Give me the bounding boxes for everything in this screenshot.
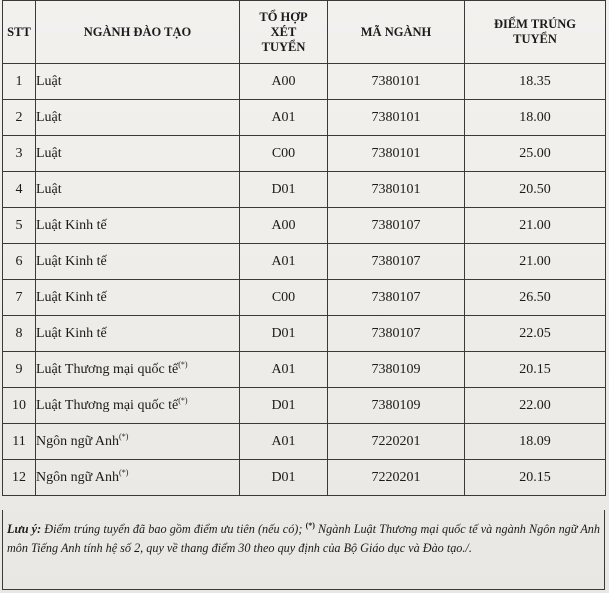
major-name: Ngôn ngữ Anh — [36, 433, 120, 449]
cell-combo: D01 — [240, 316, 328, 352]
footnote-mark: (*) — [305, 521, 315, 530]
cell-major — [36, 280, 240, 316]
cell-stt: 10 — [3, 388, 36, 424]
cell-major — [36, 460, 240, 496]
major-note-mark: (*) — [178, 395, 188, 405]
cell-major — [36, 424, 240, 460]
cell-stt: 2 — [3, 100, 36, 136]
cell-code: 7380101 — [328, 172, 465, 208]
table-header-row — [3, 1, 606, 64]
cell-score: 18.35 — [465, 64, 606, 100]
cell-combo: A01 — [240, 244, 328, 280]
table-row — [3, 280, 606, 316]
cell-major — [36, 100, 240, 136]
cell-major — [36, 388, 240, 424]
cell-stt: 9 — [3, 352, 36, 388]
major-name: Ngôn ngữ Anh — [36, 469, 120, 485]
header-stt: STT — [3, 1, 36, 64]
cell-score: 26.50 — [465, 280, 606, 316]
cell-code: 7380101 — [328, 100, 465, 136]
cell-code: 7380109 — [328, 388, 465, 424]
major-name: Luật — [36, 145, 62, 161]
cell-code: 7380107 — [328, 280, 465, 316]
major-name: Luật Kinh tế — [36, 253, 107, 269]
major-name: Luật Kinh tế — [36, 217, 107, 233]
cell-code: 7380109 — [328, 352, 465, 388]
cell-score: 21.00 — [465, 244, 606, 280]
cell-code: 7380101 — [328, 64, 465, 100]
major-name: Luật Kinh tế — [36, 289, 107, 305]
header-code: MÃ NGÀNH — [328, 1, 465, 64]
table-row — [3, 244, 606, 280]
cell-score: 18.00 — [465, 100, 606, 136]
header-combo — [240, 1, 328, 64]
cell-score: 21.00 — [465, 208, 606, 244]
major-name: Luật Thương mại quốc tế — [36, 361, 179, 377]
cell-combo: C00 — [240, 136, 328, 172]
cell-major — [36, 316, 240, 352]
cell-major — [36, 172, 240, 208]
cell-combo: A00 — [240, 64, 328, 100]
cell-combo: D01 — [240, 388, 328, 424]
footnote-lead: Lưu ý: — [7, 522, 42, 536]
header-score — [465, 1, 606, 64]
cell-major — [36, 352, 240, 388]
cell-major — [36, 136, 240, 172]
cell-stt: 7 — [3, 280, 36, 316]
header-major: NGÀNH ĐÀO TẠO — [36, 1, 240, 64]
table-row — [3, 460, 606, 496]
table-row — [3, 388, 606, 424]
cell-stt: 1 — [3, 64, 36, 100]
cell-stt: 11 — [3, 424, 36, 460]
table-row — [3, 64, 606, 100]
cell-score: 25.00 — [465, 136, 606, 172]
table-row — [3, 208, 606, 244]
cell-score: 22.00 — [465, 388, 606, 424]
footnote-text-1: Điểm trúng tuyển đã bao gồm điểm ưu tiên (nếu có); — [41, 522, 306, 536]
table-row — [3, 172, 606, 208]
table-row — [3, 424, 606, 460]
footnote — [2, 510, 605, 590]
cell-stt: 5 — [3, 208, 36, 244]
cell-major — [36, 64, 240, 100]
major-name: Luật Thương mại quốc tế — [36, 397, 179, 413]
admission-scores-table — [2, 0, 606, 496]
cell-stt: 6 — [3, 244, 36, 280]
cell-code: 7380101 — [328, 136, 465, 172]
cell-combo: A01 — [240, 424, 328, 460]
major-name: Luật — [36, 181, 62, 197]
cell-code: 7220201 — [328, 424, 465, 460]
cell-major — [36, 208, 240, 244]
cell-score: 22.05 — [465, 316, 606, 352]
table-row — [3, 352, 606, 388]
cell-score: 20.15 — [465, 352, 606, 388]
table-body — [3, 64, 606, 496]
cell-code: 7380107 — [328, 208, 465, 244]
header-score-label: ĐIỂM TRÚNG TUYỂN — [493, 17, 577, 46]
cell-combo: A00 — [240, 208, 328, 244]
cell-combo: D01 — [240, 172, 328, 208]
major-name: Luật Kinh tế — [36, 325, 107, 341]
table-row — [3, 316, 606, 352]
cell-score: 18.09 — [465, 424, 606, 460]
cell-code: 7380107 — [328, 244, 465, 280]
cell-combo: A01 — [240, 100, 328, 136]
cell-combo: A01 — [240, 352, 328, 388]
cell-combo: C00 — [240, 280, 328, 316]
cell-combo: D01 — [240, 460, 328, 496]
major-note-mark: (*) — [119, 467, 129, 477]
cell-major — [36, 244, 240, 280]
cell-stt: 3 — [3, 136, 36, 172]
major-name: Luật — [36, 73, 62, 89]
cell-code: 7220201 — [328, 460, 465, 496]
major-note-mark: (*) — [119, 431, 129, 441]
major-note-mark: (*) — [178, 359, 188, 369]
table-row — [3, 100, 606, 136]
table-row — [3, 136, 606, 172]
cell-stt: 4 — [3, 172, 36, 208]
cell-stt: 8 — [3, 316, 36, 352]
cell-score: 20.50 — [465, 172, 606, 208]
footnote-text-2: Ngành Luật Thương mại quốc tế và ngành Ngôn ngữ Anh môn Tiếng Anh tính hệ số 2, quy về thang điểm 30 theo quy định của Bộ Giáo dục và Đào tạo./. — [7, 522, 600, 555]
header-combo-label: TỔ HỢP XÉT TUYỂN — [259, 9, 308, 54]
cell-score: 20.15 — [465, 460, 606, 496]
cell-stt: 12 — [3, 460, 36, 496]
major-name: Luật — [36, 109, 62, 125]
cell-code: 7380107 — [328, 316, 465, 352]
